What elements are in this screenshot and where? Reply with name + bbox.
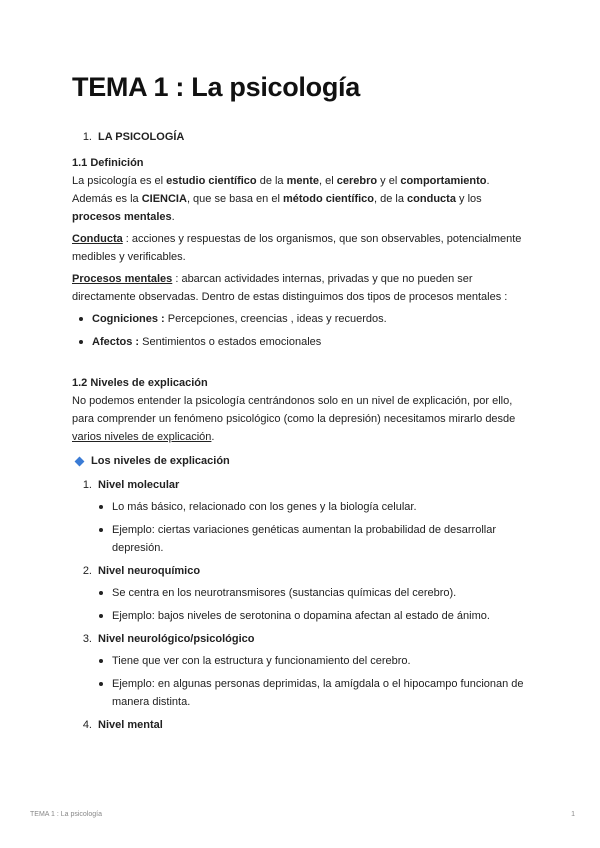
list-item: Tiene que ver con la estructura y funcionamiento del cerebro. bbox=[92, 652, 532, 670]
list-item: Afectos : Sentimientos o estados emocionales bbox=[72, 333, 532, 351]
conducta-paragraph: Conducta : acciones y respuestas de los organismos, que son observables, potencialmente medibles y verificables. bbox=[72, 233, 522, 263]
section-number: 1. bbox=[82, 131, 92, 143]
list-item: Lo más básico, relacionado con los genes y la biología celular. bbox=[92, 498, 532, 516]
page-number: 1 bbox=[571, 811, 575, 818]
niveles-link[interactable]: varios niveles de explicación bbox=[72, 431, 212, 443]
procesos-term: Procesos mentales bbox=[72, 273, 173, 285]
list-item: Ejemplo: bajos niveles de serotonina o dopamina afectan al estado de ánimo. bbox=[92, 607, 532, 625]
page-footer bbox=[30, 811, 575, 818]
tipos-list bbox=[72, 310, 532, 351]
nivel-item: 1. Nivel molecular Lo más básico, relacionado con los genes y la biología celular. Ejemplo: ciertas variaciones genéticas aumentan la probabilidad de desarrollar depresión. bbox=[72, 476, 532, 557]
list-item: Ejemplo: en algunas personas deprimidas, la amígdala o el hipocampo funcionan de manera distinta. bbox=[92, 675, 532, 711]
page-title: TEMA 1 : La psicología bbox=[72, 72, 360, 102]
list-item: Cogniciones : Percepciones, creencias , ideas y recuerdos. bbox=[72, 310, 532, 328]
conducta-term: Conducta bbox=[72, 233, 123, 245]
procesos-paragraph: Procesos mentales : abarcan actividades internas, privadas y que no pueden ser directamente observadas. Dentro de estas distinguimos dos tipos de procesos mentales : bbox=[72, 273, 508, 303]
section-title bbox=[72, 128, 532, 146]
footer-title: TEMA 1 : La psicología bbox=[30, 811, 102, 818]
definition-paragraph: La psicología es el estudio científico de la mente, el cerebro y el comportamiento. Además es la CIENCIA, que se basa en el método científico, de la conducta y los procesos mentales. bbox=[72, 175, 490, 223]
list-item: Se centra en los neurotransmisores (sustancias químicas del cerebro). bbox=[92, 584, 532, 602]
diamond-icon bbox=[75, 456, 85, 466]
niveles-subheading: Los niveles de explicación bbox=[72, 452, 532, 470]
nivel-item: 4. Nivel mental bbox=[82, 719, 163, 731]
document-body bbox=[72, 128, 532, 739]
niveles-intro: No podemos entender la psicología centrándonos solo en un nivel de explicación, por ello, para comprender un fenómeno psicológico (como la depresión) necesitamos mirarlo desde varios niveles de explicación. bbox=[72, 395, 516, 443]
definition-heading: 1.1 Definición bbox=[72, 157, 144, 169]
section-title-text: LA PSICOLOGÍA bbox=[98, 131, 185, 143]
niveles-heading: 1.2 Niveles de explicación bbox=[72, 377, 208, 389]
nivel-item: 2. Nivel neuroquímico Se centra en los neurotransmisores (sustancias químicas del cerebro). Ejemplo: bajos niveles de serotonina o dopamina afectan al estado de ánimo. bbox=[72, 562, 532, 625]
list-item: Ejemplo: ciertas variaciones genéticas aumentan la probabilidad de desarrollar depresión. bbox=[92, 521, 532, 557]
nivel-item: 3. Nivel neurológico/psicológico Tiene que ver con la estructura y funcionamiento del cerebro. Ejemplo: en algunas personas deprimidas, la amígdala o el hipocampo funcionan de manera distinta. bbox=[72, 630, 532, 711]
